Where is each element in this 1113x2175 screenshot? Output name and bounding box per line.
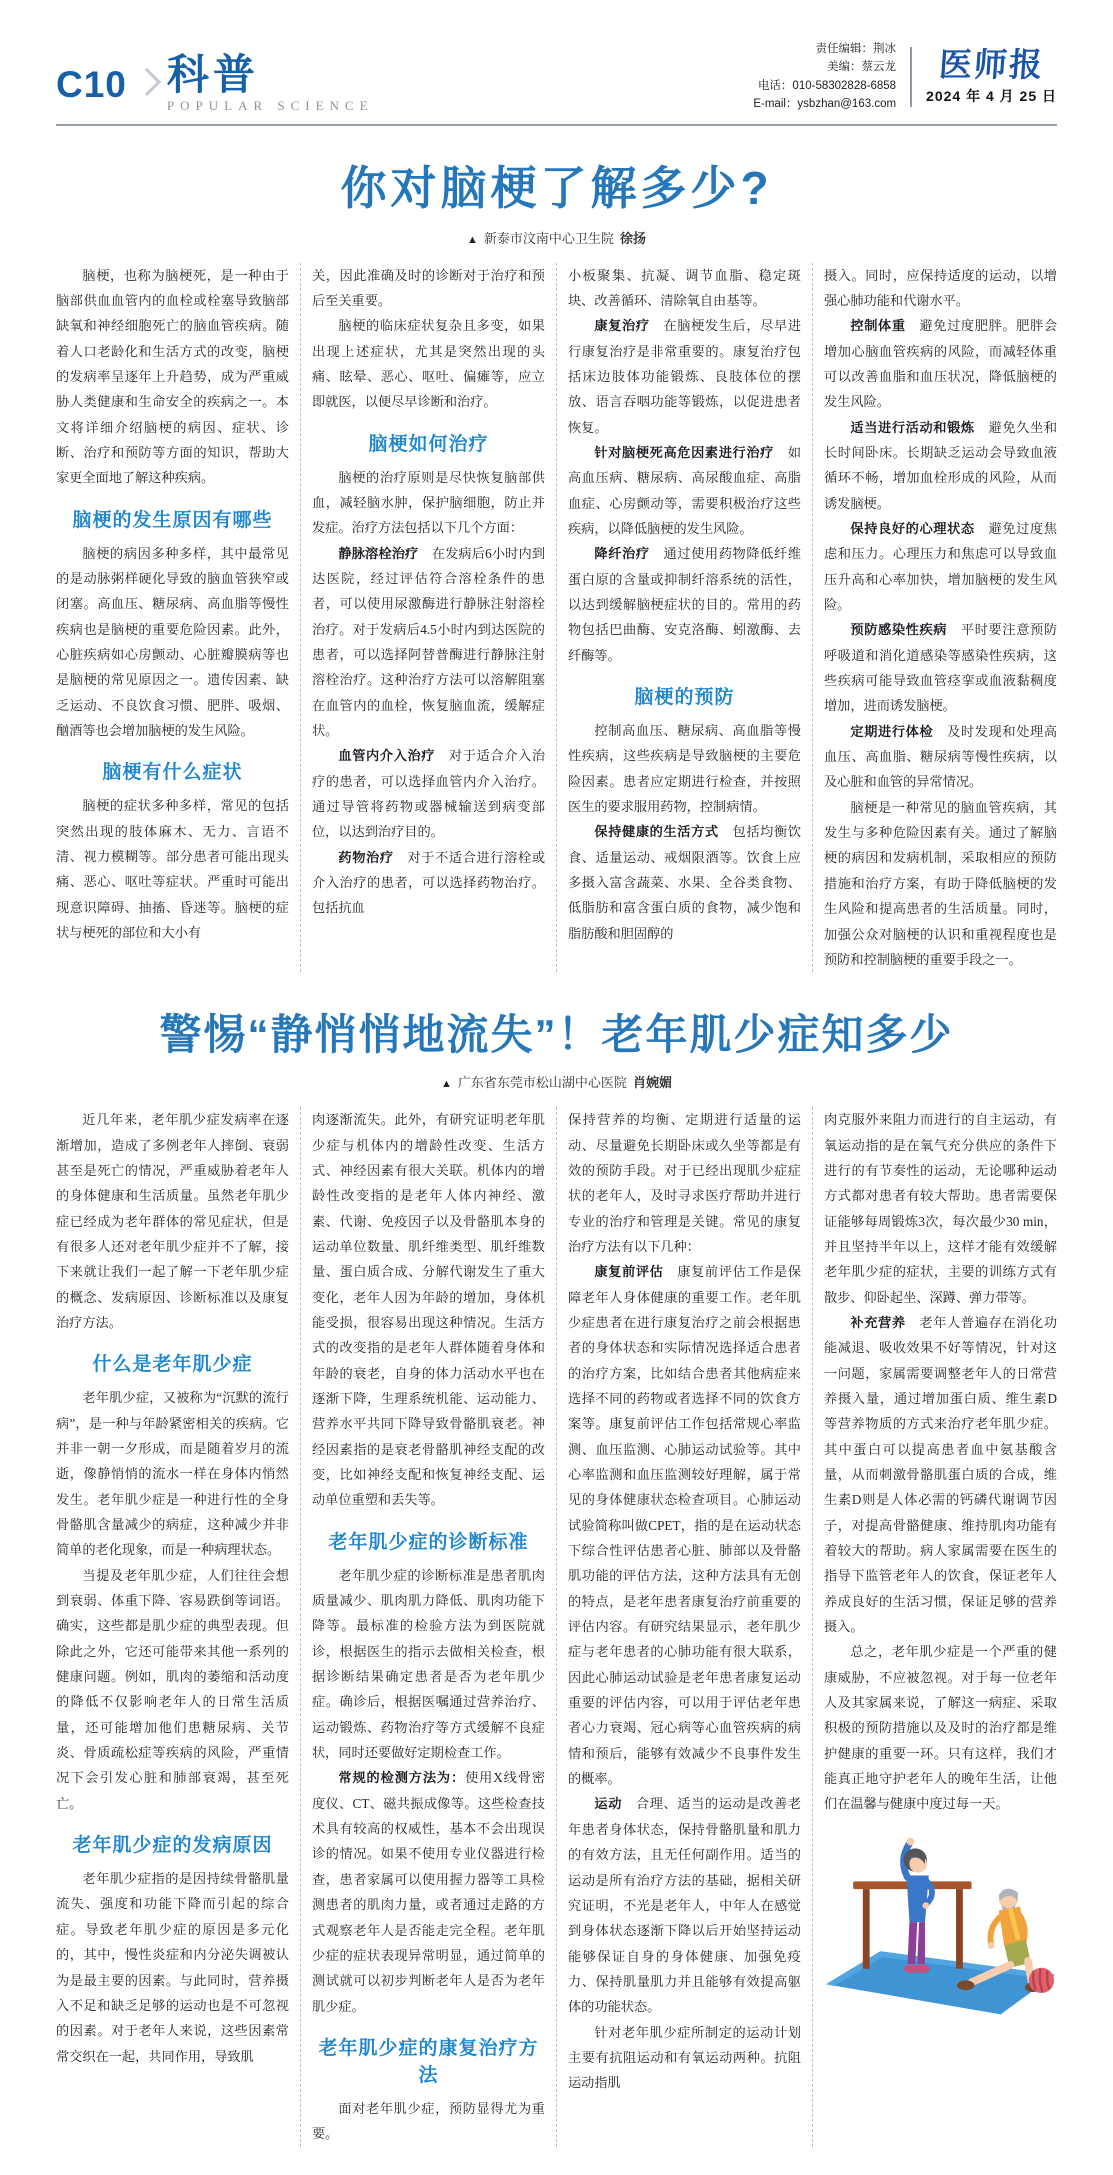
newspaper-logo: 医师报 [937,44,1046,84]
section-heading: 什么是老年肌少症 [92,1354,253,1376]
paragraph-lead: 康复治疗 [594,318,650,334]
article-1-column-2 [301,263,557,973]
paragraph: 血管内介入治疗 对于适合介入治疗的患者，可以选择血管内介入治疗。通过导管将药物或器械输送到病变部位，以达到治疗目的。 [312,748,546,840]
paragraph-lead: 血管内介入治疗 [338,748,436,764]
masthead-divider [910,47,912,107]
section-heading: 老年肌少症的发病原因 [72,1835,273,1857]
paragraph-lead: 常规的检测方法为： [338,1770,466,1786]
paragraph: 保持良好的心理状态 避免过度焦虑和压力。心理压力和焦虑可以导致血压升高和心率加快，增加脑梗的发生风险。 [824,521,1058,613]
designer-line: 美编：蔡云龙 [827,61,897,74]
paragraph-lead: 适当进行活动和锻炼 [850,419,975,435]
paragraph-lead: 静脉溶栓治疗 [338,545,419,561]
byline-author: 徐扬 [619,230,646,246]
byline [56,1072,1057,1091]
paragraph: 脑梗是一种常见的脑血管疾病，其发生与多种危险因素有关。通过了解脑梗的病因和发病机制，采取相应的预防措施和治疗方案，有助于降低脑梗的发生风险和提高患者的生活质量。同时，加强公众对脑梗的认识和重视程度也是预防和控制脑梗的重要手段之一。 [824,799,1057,967]
paragraph: 康复前评估 康复前评估工作是保障老年人身体健康的重要工作。老年肌少症患者在进行康复治疗之前会根据患者的身体状态和实际情况选择适合患者的治疗方案，比如结合患者其他病症来选择不同的药物或者选择不同的饮食方案等。康复前评估工作包括常规心率监测、血压监测、心肺运动试验等。其中心率监测和血压监测较好理解，属于常见的身体健康状态检查项目。心肺运动试验简称叫做CPET，指的是在运动状态下综合性评估患者心脏、肺部以及骨骼肌功能的评估方法，这种方法具有无创的特点，是老年患者康复治疗前重要的评估内容。有研究结果显示，老年肌少症与老年患者的心肺功能有很大联系，因此心肺运动试验是老年患者康复运动重要的评估内容，可以用于评估老年患者心力衰竭、冠心病等心血管疾病的病情和预后，能够有效减少不良事件发生的概率。 [568,1264,802,1787]
paragraph: 静脉溶栓治疗 在发病后6小时内到达医院，经过评估符合溶栓条件的患者，可以使用尿激酶进行静脉注射溶栓治疗。对于发病后4.5小时内到达医院的患者，可以选择阿替普酶进行静脉注射溶栓治疗。这种治疗方法可以溶解阻塞在血管内的血栓，恢复脑血流，缓解症状。 [312,545,546,739]
paragraph: 老年肌少症指的是因持续骨骼肌量流失、强度和功能下降而引起的综合症。导致老年肌少症的原因是多元化的，其中，慢性炎症和内分泌失调被认为是最主要的因素。与此同时，营养摄入不足和缺乏足够的运动也是不可忽视的因素。对于老年人来说，这些因素常常交织在一起，共同作用，导致肌 [56,1871,289,2064]
article-brain-infarction [56,152,1057,973]
paragraph: 药物治疗 对于不适合进行溶栓或介入治疗的患者，可以选择药物治疗。包括抗血 [312,849,546,916]
paragraph: 降纤治疗 通过使用药物降低纤维蛋白原的含量或抑制纤溶系统的活性，以达到缓解脑梗症状的目的。常用的药物包括巴曲酶、安克洛酶、蚓激酶、去纤酶等。 [568,546,802,663]
paragraph: 关，因此准确及时的诊断对于治疗和预后至关重要。 [312,267,545,308]
masthead-right [753,40,1057,114]
paragraph-lead: 预防感染性疾病 [850,622,948,638]
paragraph: 脑梗的症状多种多样，常见的包括突然出现的肢体麻木、无力、言语不清、视力模糊等。部分患者可能出现头痛、恶心、呕吐等症状。严重时可能出现意识障碍、抽搐、昏迷等。脑梗的症状与梗死的部位和大小有 [56,798,289,941]
article-2-column-2 [301,1107,557,2146]
article-title: 你对脑梗了解多少? [340,161,773,214]
article-title: 警惕“静悄悄地流失”！老年肌少症知多少 [159,1011,954,1059]
paragraph: 老年肌少症，又被称为“沉默的流行病”，是一种与年龄紧密相关的疾病。它并非一朝一夕形成，而是随着岁月的流逝，像静悄悄的流水一样在身体内悄然发生。老年肌少症是一种进行性的全身骨骼肌含量减少的病症，这种减少并非简单的老化现象，而是一种病理状态。 [56,1390,289,1558]
article-2-column-3 [557,1107,813,2146]
paragraph: 脑梗的病因多种多样，其中最常见的是动脉粥样硬化导致的脑血管狭窄或闭塞。高血压、糖尿病、高血脂等慢性疾病也是脑梗的重要危险因素。此外，心脏疾病如心房颤动、心脏瓣膜病等也是脑梗的常见原因之一。遗传因素、缺乏运动、不良饮食习惯、肥胖、吸烟、酗酒等也会增加脑梗的发生风险。 [56,545,289,739]
editorial-info [753,40,896,114]
paragraph: 控制高血压、糖尿病、高血脂等慢性疾病，这些疾病是导致脑梗的主要危险因素。患者应定期进行检查，并按照医生的要求服用药物，控制病情。 [568,723,801,815]
phone-line: 电话：010-58302828-6858 [757,79,897,92]
email-line: E-mail：ysbzhan@163.com [753,98,897,111]
paragraph: 运动 合理、适当的运动是改善老年患者身体状态，保持骨骼肌量和肌力的有效方法，且无任何副作用。适当的运动是所有治疗方法的基础，据相关研究证明，不光是老年人，中年人在感觉到身体状态逐渐下降以后开始坚持运动能够保证自身的身体健康、加强免疫力、保持肌量肌力并且能够有效提高躯体的功能状态。 [568,1796,802,2015]
paragraph: 摄入。同时，应保持适度的运动，以增强心肺功能和代谢水平。 [824,267,1057,308]
issue-date: 2024 年 4 月 25 日 [926,87,1057,104]
paragraph: 针对脑梗死高危因素进行治疗 如高血压病、糖尿病、高尿酸血症、高脂血症、心房颤动等，需要积极治疗这些疾病，以降低脑梗的发生风险。 [568,444,802,536]
paragraph-lead: 康复前评估 [594,1264,664,1280]
editor-line: 责任编辑：荆冰 [815,43,897,55]
section-banner [56,50,374,114]
paragraph: 脑梗，也称为脑梗死，是一种由于脑部供血血管内的血栓或栓塞导致脑部缺氧和神经细胞死亡的脑血管疾病。随着人口老龄化和生活方式的改变，脑梗的发病率呈逐年上升趋势，成为严重威胁人类健康和生命安全的疾病之一。本文将详细介绍脑梗的病因、症状、诊断、治疗和预防等方面的知识，帮助大家更全面地了解这种疾病。 [56,267,289,486]
article-1-column-1 [56,263,301,973]
article-1-column-3 [557,263,813,973]
paragraph: 脑梗的临床症状复杂且多变，如果出现上述症状，尤其是突然出现的头痛、眩晕、恶心、呕吐、偏瘫等，应立即就医，以便尽早诊断和治疗。 [312,318,545,410]
byline [56,228,1057,247]
byline-triangle-icon: ▲ [441,1078,452,1091]
article-columns [56,263,1057,973]
article-2-column-1 [56,1107,301,2146]
exercise-illustration [824,1827,1057,2016]
paragraph: 老年肌少症的诊断标准是患者肌肉质量减少、肌肉肌力降低、肌肉功能下降等。最标准的检验方法为到医院就诊，根据医生的指示去做相关检查，根据诊断结果确定患者是否为老年肌少症。确诊后，根据医嘱通过营养治疗、运动锻炼、药物治疗等方式缓解不良症状，同时还要做好定期检查工作。 [312,1567,545,1761]
section-heading: 脑梗有什么症状 [102,762,243,784]
byline-author: 肖婉媚 [632,1075,672,1091]
chevron-right-icon [133,68,161,96]
paragraph: 肉逐渐流失。此外，有研究证明老年肌少症与机体内的增龄性改变、生活方式、神经因素有很大关联。机体内的增龄性改变指的是老年人体内神经、激素、代谢、免疫因子以及骨骼肌本身的运动单位数量、肌纤维类型、肌纤维数量、蛋白质合成、分解代谢发生了重大变化，老年人因为年龄的增加，身体机能受损，很容易出现这种情况。生活方式的改变指的是老年人群体随着身体和年龄的衰老，自身的体力活动水平也在逐渐下降，生理系统机能、运动能力、营养水平共同下降导致骨骼肌衰老。神经因素指的是衰老骨骼肌神经支配的改变，比如神经支配和恢复神经支配、运动单位重塑和丢失等。 [312,1112,545,1508]
paragraph-lead: 针对脑梗死高危因素进行治疗 [594,444,774,460]
masthead [56,40,1057,126]
paragraph: 总之，老年肌少症是一个严重的健康威胁，不应被忽视。对于每一位老年人及其家属来说，了解这一病症、采取积极的预防措施以及及时的治疗都是维护健康的重要一环。只有这样，我们才能真正地守护老年人的晚年生活，让他们在温馨与健康中度过每一天。 [824,1644,1057,1812]
paragraph: 保持营养的均衡、定期进行适量的运动、尽量避免长期卧床或久坐等都是有效的预防手段。对于已经出现肌少症症状的老年人，及时寻求医疗帮助并进行专业的治疗和管理是关键。常见的康复治疗方法有以下几种： [568,1112,801,1254]
paragraph: 脑梗的治疗原则是尽快恢复脑部供血，减轻脑水肿，保护脑细胞，防止并发症。治疗方法包括以下几个方面： [312,469,545,536]
section-heading: 脑梗的预防 [634,687,735,709]
section-heading: 脑梗的发生原因有哪些 [72,509,273,531]
paragraph: 常规的检测方法为：使用X线骨密度仪、CT、磁共振成像等。这些检查技术具有较高的权威性，基本不会出现误诊的情况。如果不使用专业仪器进行检查，患者家属可以使用握力器等工具检测患者的肌肉力量，或者通过走路的方式观察老年人是否能走完全程。老年肌少症的症状表现异常明显，通过简单的测试就可以初步判断老年人是否为老年肌少症。 [312,1770,546,2014]
byline-triangle-icon: ▲ [467,233,478,246]
paragraph: 补充营养 老年人普遍存在消化功能减退、吸收效果不好等情况，针对这一问题，家属需要调整老年人的日常营养摄入量，通过增加蛋白质、维生素D等营养物质的方式来治疗老年肌少症。其中蛋白可以提高患者血中氨基酸含量，从而刺激骨骼肌蛋白质的合成，维生素D则是人体必需的钙磷代谢调节因子，对提高骨骼健康、维持肌肉功能有着较大的帮助。病人家属需要在医生的指导下监管老年人的饮食，保证老年人养成良好的生活习惯，保证足够的营养摄入。 [824,1314,1058,1635]
article-2-column-4 [813,1107,1057,2146]
paragraph: 小板聚集、抗凝、调节血脂、稳定斑块、改善循环、清除氧自由基等。 [568,267,801,308]
article-columns [56,1107,1057,2146]
paragraph-lead: 运动 [594,1796,623,1812]
paragraph-lead: 保持健康的生活方式 [594,824,719,840]
newspaper-block [926,44,1057,106]
byline-affiliation: 广东省东莞市松山湖中心医院 [457,1075,627,1091]
paragraph: 定期进行体检 及时发现和处理高血压、高血脂、糖尿病等慢性疾病，以及心脏和血管的异常情况。 [824,723,1058,790]
paragraph-lead: 保持良好的心理状态 [850,521,975,536]
paragraph-lead: 控制体重 [850,318,906,334]
paragraph: 当提及老年肌少症，人们往往会想到衰弱、体重下降、容易跌倒等词语。确实，这些都是肌少症的典型表现。但除此之外，它还可能带来其他一系列的健康问题。例如，肌肉的萎缩和活动度的降低不仅影响老年人的日常生活质量，还可能增加他们患糖尿病、关节炎、骨质疏松症等疾病的风险，严重情况下会引发心脏和肺部衰竭，甚至死亡。 [56,1567,289,1811]
byline-affiliation: 新泰市汶南中心卫生院 [483,230,614,246]
paragraph: 康复治疗 在脑梗发生后，尽早进行康复治疗是非常重要的。康复治疗包括床边肢体功能锻炼、良肢体位的摆放、语言吞咽功能等锻炼，以促进患者恢复。 [568,318,802,435]
article-1-column-4 [813,263,1057,973]
article-sarcopenia [56,1002,1057,2146]
section-heading: 脑梗如何治疗 [368,433,489,455]
paragraph-lead: 药物治疗 [338,849,394,865]
page-number: C10 [56,63,127,105]
paragraph: 近几年来，老年肌少症发病率在逐渐增加，造成了多例老年人摔倒、衰弱甚至是死亡的情况，严重威胁着老年人的身体健康和生活质量。虽然老年肌少症已经成为老年群体的常见症状，但是有很多人还对老年肌少症并不了解，接下来就让我们一起了解一下老年肌少症的概念、发病原因、诊断标准以及康复治疗方法。 [56,1112,289,1330]
paragraph: 针对老年肌少症所制定的运动计划主要有抗阻运动和有氧运动两种。抗阻运动指肌 [568,2024,801,2091]
section-title-block [166,50,374,114]
section-heading: 老年肌少症的诊断标准 [328,1531,529,1553]
paragraph: 预防感染性疾病 平时要注意预防呼吸道和消化道感染等感染性疾病，这些疾病可能导致血管痉挛或血液黏稠度增加，进而诱发脑梗。 [824,622,1058,714]
paragraph-lead: 降纤治疗 [594,546,650,562]
section-title-en: POPULAR SCIENCE [166,97,374,113]
paragraph: 肉克服外来阻力而进行的自主运动，有氧运动指的是在氧气充分供应的条件下进行的有节奏性的运动，无论哪种运动方式都对患者有较大帮助。患者需要保证能够每周锻炼3次，每次最少30 min，并且坚持半年以上，这样才能有效缓解老年肌少症的症状，主要的训练方式有散步、仰卧起坐、深蹲、弹力带等。 [824,1112,1057,1305]
paragraph-lead: 定期进行体检 [850,723,934,739]
paragraph-lead: 补充营养 [850,1314,906,1330]
paragraph: 保持健康的生活方式 包括均衡饮食、适量运动、戒烟限酒等。饮食上应多摄入富含蔬菜、水果、全谷类食物、低脂肪和富含蛋白质的食物，减少饱和脂肪酸和胆固醇的 [568,824,802,941]
paragraph: 面对老年肌少症，预防显得尤为重要。 [312,2100,545,2142]
section-title-cn: 科普 [166,50,259,98]
section-heading: 老年肌少症的康复治疗方法 [318,2037,539,2086]
paragraph: 适当进行活动和锻炼 避免久坐和长时间卧床。长期缺乏运动会导致血液循环不畅，增加血栓形成的风险，从而诱发脑梗。 [824,419,1058,511]
paragraph: 控制体重 避免过度肥胖。肥胖会增加心脑血管疾病的风险，而减轻体重可以改善血脂和血压状况，降低脑梗的发生风险。 [824,318,1058,410]
